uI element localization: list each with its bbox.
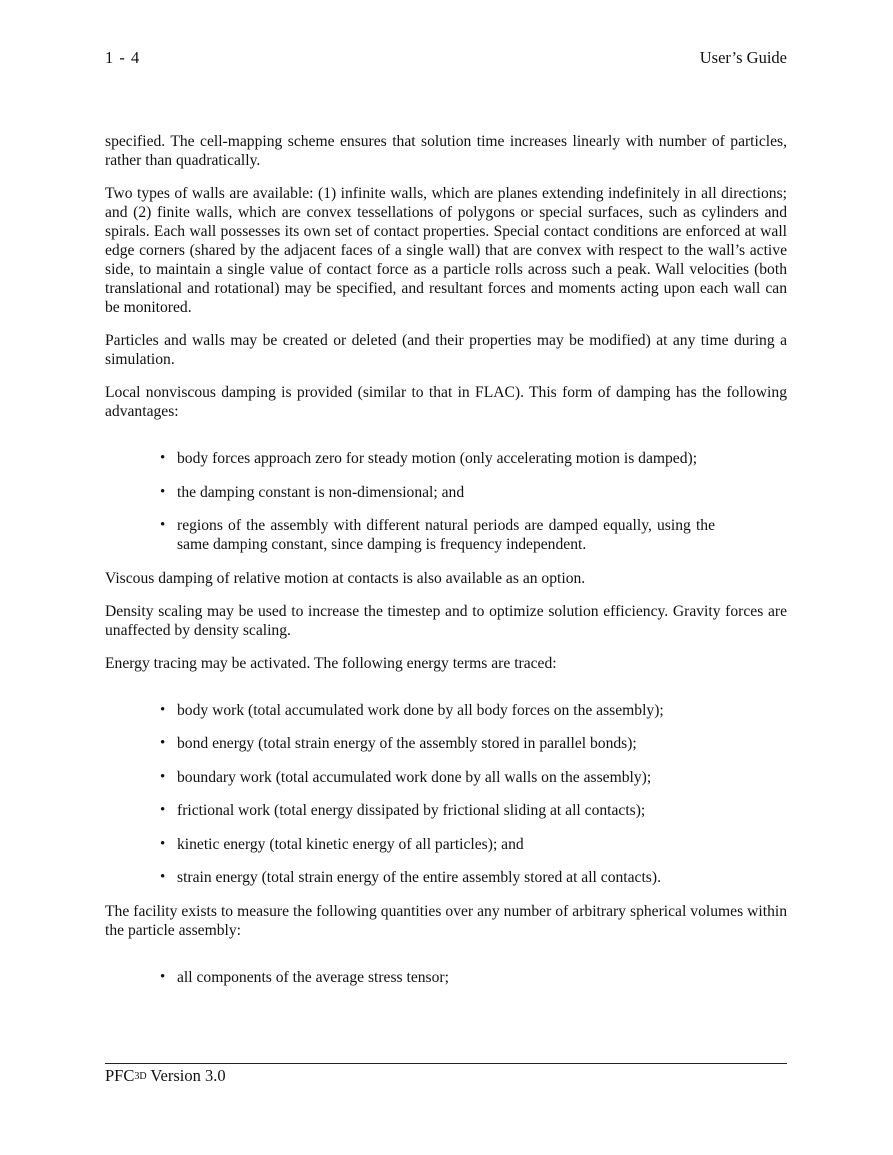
paragraph: Viscous damping of relative motion at contacts is also available as an option. <box>105 569 586 587</box>
page-number: 1 - 4 <box>105 48 141 67</box>
list-item: • frictional work (total energy dissipated by frictional sliding at all contacts); <box>177 801 737 820</box>
paragraph: Two types of walls are available: (1) infinite walls, which are planes extending indefinitely in all directions; and (2) finite walls, which are convex tessellations of polygons or special surfaces, such as cylinders and spirals. Each wall possesses its own set of contact properties. Special contact conditions are enforced at wall edge corners (shared by the adjacent faces of a single wall) that are convex with respect to the wall’s active side, to maintain a single value of contact force as a particle rolls across such a peak. Wall velocities (both translational and rotational) may be specified, and resultant forces and moments acting upon each wall can be monitored. <box>105 185 787 316</box>
list-item: • kinetic energy (total kinetic energy of all particles); and <box>177 835 737 854</box>
list-item: • body work (total accumulated work done by all body forces on the assembly); <box>177 701 737 720</box>
list-item: • regions of the assembly with different natural periods are damped equally, using the same damping constant, since damping is frequency independent. <box>177 516 715 554</box>
footer-version: Version 3.0 <box>150 1066 226 1085</box>
paragraph: Particles and walls may be created or deleted (and their properties may be modified) at any time during a simulation. <box>105 332 787 368</box>
footer-product: PFC <box>105 1066 135 1085</box>
list-item: • boundary work (total accumulated work done by all walls on the assembly); <box>177 768 737 787</box>
page-body <box>105 132 787 1001</box>
paragraph: specified. The cell-mapping scheme ensures that solution time increases linearly with number of particles, rather than quadratically. <box>105 133 787 169</box>
damping-advantages-list <box>177 449 715 554</box>
measured-quantities-list <box>177 968 715 987</box>
footer-superscript: 3D <box>134 1071 147 1082</box>
list-item: • strain energy (total strain energy of the entire assembly stored at all contacts). <box>177 868 737 887</box>
list-item: • body forces approach zero for steady motion (only accelerating motion is damped); <box>177 449 715 468</box>
paragraph: Local nonviscous damping is provided (similar to that in FLAC). This form of damping has the following advantages: <box>105 384 787 420</box>
energy-terms-list <box>177 701 737 888</box>
list-item: • the damping constant is non-dimensional; and <box>177 483 715 502</box>
paragraph: The facility exists to measure the following quantities over any number of arbitrary spherical volumes within the particle assembly: <box>105 902 787 939</box>
list-item: • bond energy (total strain energy of the assembly stored in parallel bonds); <box>177 734 737 753</box>
list-item: • all components of the average stress tensor; <box>177 968 715 987</box>
header-title: User’s Guide <box>699 48 787 67</box>
document-page <box>105 0 787 1155</box>
footer-divider <box>105 1063 787 1064</box>
paragraph: Energy tracing may be activated. The following energy terms are traced: <box>105 654 557 672</box>
paragraph: Density scaling may be used to increase the timestep and to optimize solution efficiency. Gravity forces are unaffected by density scaling. <box>105 602 787 639</box>
page-footer <box>105 1066 226 1086</box>
